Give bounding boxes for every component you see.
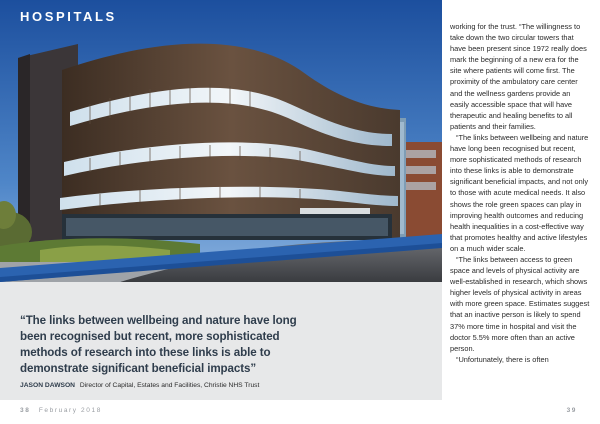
pull-quote-panel [0, 282, 442, 400]
issue-date: February 2018 [38, 407, 102, 414]
pull-quote: “The links between wellbeing and nature have long been recognised but recent, more sophisticated methods of research into these links is able to demonstrate significant beneficial impacts” [20, 314, 297, 375]
article-body [450, 21, 590, 365]
body-paragraph: “Unfortunately, there is often [456, 354, 549, 364]
footer-left [20, 407, 102, 414]
building-illustration [0, 0, 442, 282]
right-page-number: 39 [566, 407, 577, 414]
quote-attribution [20, 382, 350, 389]
body-paragraph: working for the trust. “The willingness to take down the two circular towers that have been present since 1972 really does mark the beginning of a new era for the site where patients will come first. The proximity of the ambulatory care center and the wellness gardens provide an easily accessible space that will have therapeutic and healing benefits to all patients and their families. [450, 22, 587, 131]
body-paragraph: “The links between access to green space and levels of physical activity are well-established in research, which shows higher levels of physical activity in areas with more green space. Estimates suggest that an inactive person is likely to spend 37% more time in hospital and visit the doctor 5.5% more often than an active person. [450, 254, 590, 353]
body-paragraph: “The links between wellbeing and nature have long been recognised but recent, more sophisticated methods of research into these links is able to demonstrate significant beneficial impacts, and not only to those with acute medical needs. It also shows the role green spaces can play in improving health outcomes and reducing health inequalities in a cost-effective way that promotes healthy and active lifestyles on a much wider scale. [450, 132, 589, 253]
hospital-building-photo [0, 0, 442, 282]
left-page-number: 38 [20, 407, 31, 414]
attribution-role: Director of Capital, Estates and Facilities, Christie NHS Trust [79, 382, 260, 389]
attribution-name: JASON DAWSON [20, 382, 75, 389]
section-label: HOSPITALS [20, 9, 117, 24]
